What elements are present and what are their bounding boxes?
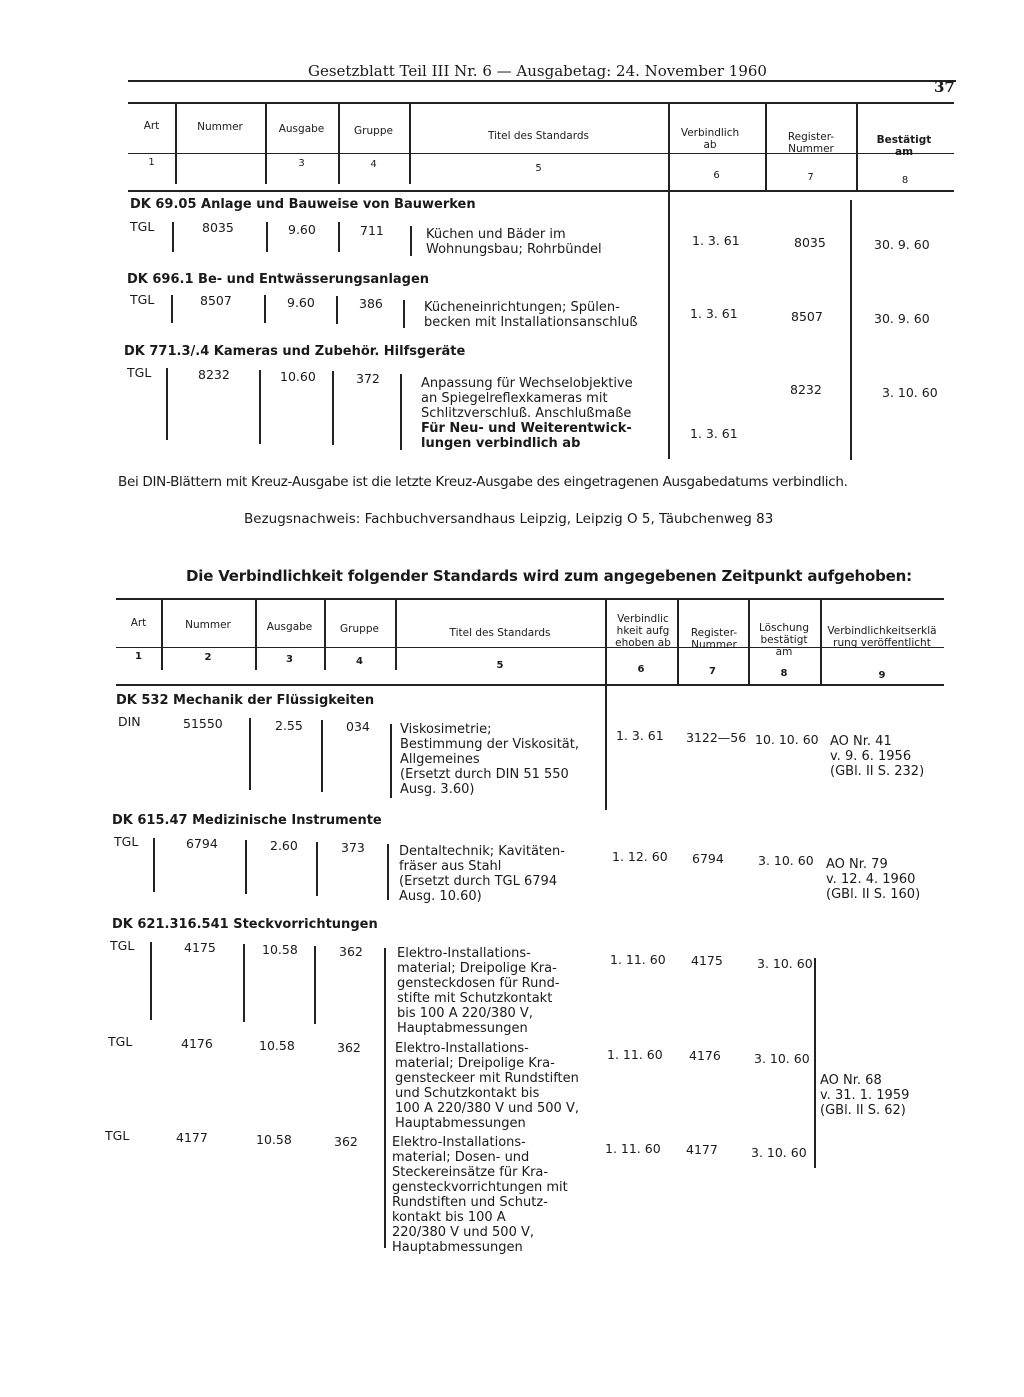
cell-loeschung: 3. 10. 60 (751, 1145, 807, 1160)
bezugsnachweis: Bezugsnachweis: Fachbuchversandhaus Leipzig, Leipzig O 5, Täubchenweg 83 (244, 511, 774, 527)
cell-bestaetigt: 30. 9. 60 (874, 237, 930, 252)
cell-nummer: 4177 (176, 1130, 208, 1145)
cell-verbindlich: 1. 3. 61 (690, 426, 738, 441)
cell-verbindlich: 1. 3. 61 (692, 233, 740, 248)
cell-nummer: 8507 (200, 293, 232, 308)
t2-col-loeschung: Löschung bestätigt am (759, 622, 809, 659)
cell-gruppe: 034 (346, 719, 370, 734)
t2-col-ausgabe: Ausgabe (266, 621, 313, 633)
t1-colnum: 1 (148, 157, 155, 168)
t1-col-art: Art (143, 120, 160, 132)
cell-veroeffentlicht: AO Nr. 41 v. 9. 6. 1956 (GBl. II S. 232) (830, 734, 925, 779)
cell-titel: Elektro-Installations- material; Dosen- und Steckereinsätze für Kra- gensteckvorrichtungen mit Rundstiften und Schutz- kontakt bis 100 A 220/380 V und 500 V, Hauptabmessungen (392, 1135, 568, 1255)
t2-colnum: 6 (637, 664, 645, 675)
t2-col-gruppe: Gruppe (340, 623, 379, 635)
cell-register: 3122—56 (686, 730, 747, 745)
t1-group-heading: DK 696.1 Be- und Entwässerungsanlagen (127, 272, 430, 287)
cell-titel: Kücheneinrichtungen; Spülen- becken mit Installationsanschluß (424, 300, 638, 330)
cell-loeschung: 10. 10. 60 (755, 732, 819, 747)
cell-veroeffentlicht: AO Nr. 79 v. 12. 4. 1960 (GBl. II S. 160) (826, 857, 921, 902)
t2-colnum: 3 (286, 654, 293, 665)
cell-gruppe: 362 (339, 944, 363, 959)
t2-group-heading: DK 615.47 Medizinische Instrumente (112, 813, 382, 828)
t2-col-art: Art (130, 617, 147, 629)
cell-nummer: 4176 (181, 1036, 213, 1051)
cell-aufgehoben: 1. 3. 61 (616, 728, 664, 743)
cell-nummer: 8232 (198, 367, 230, 382)
cell-titel: Dentaltechnik; Kavitäten- fräser aus Stahl (Ersetzt durch TGL 6794 Ausg. 10.60) (399, 844, 565, 904)
din-note: Bei DIN-Blättern mit Kreuz-Ausgabe ist die letzte Kreuz-Ausgabe des eingetragenen Ausgabedatums verbindlich. (118, 474, 848, 490)
cell-verbindlich: 1. 3. 61 (690, 306, 738, 321)
t1-colnum: 6 (713, 170, 720, 181)
cell-titel: Elektro-Installations- material; Dreipolige Kra- gensteckeer mit Rundstiften und Schutzkontakt bis 100 A 220/380 V und 500 V, Hauptabmessungen (395, 1041, 579, 1131)
page-header-title: Gesetzblatt Teil III Nr. 6 — Ausgabetag: 24. November 1960 (308, 62, 767, 80)
cell-titel: Viskosimetrie; Bestimmung der Viskosität, Allgemeines (Ersetzt durch DIN 51 550 Ausg. 3.60) (400, 722, 580, 797)
cell-veroeffentlicht-shared: AO Nr. 68 v. 31. 1. 1959 (GBl. II S. 62) (820, 1073, 910, 1118)
t1-col-ausgabe: Ausgabe (278, 123, 325, 135)
cell-loeschung: 3. 10. 60 (754, 1051, 810, 1066)
t1-colnum: 3 (298, 158, 305, 169)
cell-ausgabe: 2.60 (270, 838, 298, 853)
t2-colnum: 8 (780, 668, 788, 679)
t2-col-aufgehoben: Verbindlichkeit aufgehoben ab (615, 613, 671, 650)
t1-col-nummer: Nummer (197, 121, 243, 133)
cell-art: TGL (114, 834, 139, 849)
t2-col-titel: Titel des Standards (449, 627, 551, 639)
cell-gruppe: 373 (341, 840, 365, 855)
cell-nummer: 51550 (183, 716, 223, 731)
section2-title: Die Verbindlichkeit folgender Standards wird zum angegebenen Zeitpunkt aufgehoben: (186, 567, 912, 585)
cell-ausgabe: 10.58 (256, 1132, 292, 1147)
cell-ausgabe: 9.60 (287, 295, 315, 310)
cell-bestaetigt: 30. 9. 60 (874, 311, 930, 326)
t1-colnum: 5 (535, 163, 542, 174)
cell-aufgehoben: 1. 11. 60 (607, 1047, 663, 1062)
cell-register: 6794 (692, 851, 724, 866)
t2-colnum: 7 (709, 666, 716, 677)
cell-gruppe: 386 (359, 296, 383, 311)
cell-loeschung: 3. 10. 60 (757, 956, 813, 971)
cell-bestaetigt: 3. 10. 60 (882, 385, 938, 400)
t1-colnum: 7 (807, 172, 814, 183)
t2-group-heading: DK 621.316.541 Steckvorrichtungen (112, 917, 378, 932)
cell-art: TGL (130, 292, 155, 307)
cell-register: 4176 (689, 1048, 721, 1063)
t1-colnum: 4 (370, 159, 377, 170)
cell-art: DIN (118, 714, 141, 729)
t1-col-titel: Titel des Standards (487, 130, 589, 142)
cell-gruppe: 362 (334, 1134, 358, 1149)
t2-colnum: 5 (496, 660, 504, 671)
page-number: 37 (934, 78, 955, 96)
t2-colnum: 2 (204, 652, 212, 663)
cell-gruppe: 362 (337, 1040, 361, 1055)
t2-group-heading: DK 532 Mechanik der Flüssigkeiten (116, 693, 375, 708)
cell-loeschung: 3. 10. 60 (758, 853, 814, 868)
cell-art: TGL (105, 1128, 130, 1143)
t1-group-heading: DK 69.05 Anlage und Bauweise von Bauwerken (130, 197, 476, 212)
cell-register: 8035 (794, 235, 826, 250)
cell-art: TGL (127, 365, 152, 380)
cell-register: 4175 (691, 953, 723, 968)
cell-aufgehoben: 1. 11. 60 (610, 952, 666, 967)
t2-colnum: 1 (135, 651, 142, 662)
cell-art: TGL (108, 1034, 133, 1049)
cell-nummer: 8035 (202, 220, 234, 235)
cell-ausgabe: 10.60 (280, 369, 316, 384)
t1-col-register: Register-Nummer (787, 131, 835, 156)
cell-aufgehoben: 1. 11. 60 (605, 1141, 661, 1156)
t1-colnum: 8 (901, 175, 909, 186)
cell-titel: Küchen und Bäder im Wohnungsbau; Rohrbündel (426, 227, 602, 257)
t2-col-nummer: Nummer (185, 619, 231, 631)
cell-titel: Elektro-Installations- material; Dreipolige Kra- gensteckdosen für Rund- stifte mit Schutzkontakt bis 100 A 220/380 V, Hauptabmessungen (397, 946, 560, 1036)
cell-register: 8232 (790, 382, 822, 397)
cell-nummer: 4175 (184, 940, 216, 955)
cell-nummer: 6794 (186, 836, 218, 851)
cell-art: TGL (110, 938, 135, 953)
cell-gruppe: 372 (356, 371, 380, 386)
cell-ausgabe: 9.60 (288, 222, 316, 237)
t2-colnum: 9 (878, 670, 886, 681)
t1-group-heading: DK 771.3/.4 Kameras und Zubehör. Hilfsgeräte (124, 344, 466, 359)
t2-colnum: 4 (356, 656, 363, 667)
t1-col-verbindlich: Verbindlich ab (680, 127, 740, 152)
header-rule (128, 80, 956, 82)
t1-col-bestaetigt: Bestätigt am (876, 134, 932, 159)
cell-aufgehoben: 1. 12. 60 (612, 849, 668, 864)
t1-col-gruppe: Gruppe (354, 125, 393, 137)
cell-titel: Anpassung für Wechselobjektive an Spiegelreflexkameras mit Schlitzverschluß. Anschlußmaße Für Neu- und Weiterentwick- lungen verbindlich ab (421, 376, 633, 451)
cell-ausgabe: 10.58 (262, 942, 298, 957)
cell-gruppe: 711 (360, 223, 384, 238)
cell-register: 8507 (791, 309, 823, 324)
t2-col-veroeffentlicht: Verbindlichkeitserklärung veröffentlicht (827, 625, 937, 650)
cell-register: 4177 (686, 1142, 718, 1157)
cell-ausgabe: 10.58 (259, 1038, 295, 1053)
t2-col-register: Register-Nummer (690, 627, 738, 652)
cell-art: TGL (130, 219, 155, 234)
cell-ausgabe: 2.55 (275, 718, 303, 733)
